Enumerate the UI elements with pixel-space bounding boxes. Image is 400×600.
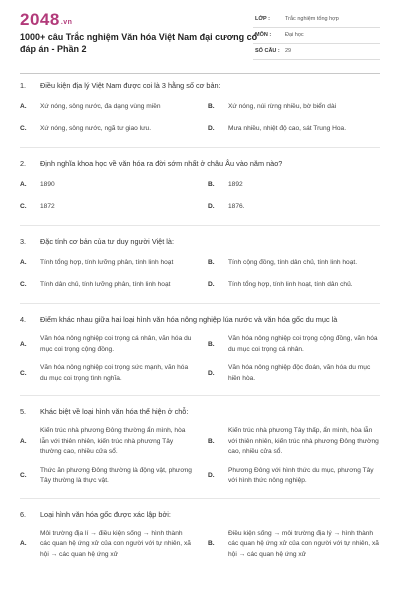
option-text: 1892 [228, 180, 243, 188]
question-item [20, 80, 380, 136]
option-text: Xứ nóng, núi rừng nhiều, bờ biển dài [228, 102, 337, 110]
question-number: 3. [20, 237, 27, 246]
question-number: 6. [20, 509, 27, 519]
option-letter: B. [208, 180, 215, 188]
option-text: Xứ nóng, sông nước, đa dạng vùng miền [40, 102, 161, 110]
meta-label: MÔN : [255, 32, 272, 38]
logo-suffix: .vn [60, 19, 73, 26]
answer-option[interactable] [20, 100, 192, 114]
question-number: 2. [20, 159, 27, 168]
option-text: Tính cộng đồng, tính dân chủ, tính linh hoạt. [228, 258, 358, 266]
meta-value: Trắc nghiệm tổng hợp [285, 16, 339, 22]
answer-option[interactable] [208, 256, 380, 270]
option-letter: A. [20, 258, 27, 266]
option-letter: B. [208, 340, 215, 348]
question-prompt: Điều kiện địa lý Việt Nam được coi là 3 hằng số cơ bản: [40, 81, 221, 90]
option-text: 1876. [228, 202, 245, 210]
answer-options [20, 334, 380, 384]
question-item [20, 509, 380, 561]
document-title: 1000+ câu Trắc nghiệm Văn hóa Việt Nam đại cương có đáp án - Phần 2 [20, 32, 258, 54]
answer-option[interactable] [208, 529, 380, 561]
question-text [20, 314, 380, 326]
answer-options [20, 178, 380, 214]
option-letter: A. [20, 540, 27, 547]
question-item [20, 406, 380, 487]
answer-options [20, 426, 380, 487]
option-letter: D. [208, 202, 215, 210]
option-letter: D. [208, 124, 215, 132]
question-item [20, 236, 380, 292]
meta-row-class [253, 12, 380, 28]
option-text: Phương Đông với hình thức du mục, phương Tây với hình thức nông nghiệp. [228, 466, 374, 484]
answer-option[interactable] [20, 426, 192, 458]
question-divider [20, 147, 380, 148]
question-item [20, 158, 380, 214]
option-letter: C. [20, 280, 27, 288]
option-letter: C. [20, 124, 27, 132]
option-letter: C. [20, 471, 27, 479]
answer-option[interactable] [20, 466, 192, 487]
answer-option[interactable] [20, 178, 192, 192]
question-divider [20, 303, 380, 304]
answer-option[interactable] [208, 200, 380, 214]
option-text: Xứ nóng, sông nước, ngã tư giao lưu. [40, 124, 152, 132]
option-text: Mưa nhiều, nhiệt độ cao, sát Trung Hoa. [228, 124, 347, 132]
site-logo[interactable] [20, 10, 72, 30]
meta-row-count [253, 44, 380, 60]
option-letter: A. [20, 102, 27, 110]
question-list [20, 80, 380, 560]
option-text: Văn hóa nông nghiệp coi trọng cá nhân, văn hóa du mục coi trọng cộng đồng. [40, 335, 192, 353]
question-divider [20, 395, 380, 396]
option-letter: B. [208, 540, 215, 547]
question-text [20, 80, 380, 92]
logo-text: 2048 [20, 10, 60, 29]
option-text: Kiến trúc nhà phương Tây thấp, ẩn mình, hòa lẫn với thiên nhiên, kiến trúc nhà phương Đông thường cao, nhiều cửa sổ. [228, 427, 379, 455]
answer-option[interactable] [20, 363, 192, 384]
answer-option[interactable] [20, 529, 192, 561]
meta-label: LỚP : [255, 16, 270, 22]
answer-option[interactable] [20, 278, 192, 292]
question-item [20, 314, 380, 384]
option-text: Văn hóa nông nghiệp coi trọng cộng đồng, văn hóa du mục coi trọng cá nhân. [228, 335, 378, 353]
option-text: Điều kiện sống → môi trường địa lý → hình thành các quan hệ ứng xử của con người với tự nhiên, xã hội → các quan hệ ứng xử [228, 529, 379, 558]
answer-option[interactable] [208, 122, 380, 136]
answer-option[interactable] [208, 363, 380, 384]
question-prompt: Khác biệt về loại hình văn hóa thể hiện ở chỗ: [40, 407, 189, 416]
question-divider [20, 498, 380, 499]
option-text: Kiến trúc nhà phương Đông thường ẩn mình, hòa lẫn với thiên nhiên, kiến trúc nhà phương Tây thường cao, nhiều cửa sổ. [40, 427, 186, 455]
option-text: Tính tổng hợp, tính lưỡng phân, tính linh hoạt [40, 258, 174, 266]
question-number: 5. [20, 407, 27, 416]
answer-option[interactable] [208, 334, 380, 355]
option-text: Văn hóa nông nghiệp độc đoán, văn hóa du mục hiền hòa. [228, 364, 371, 382]
option-text: 1872 [40, 202, 55, 210]
option-letter: D. [208, 471, 215, 479]
header-divider [20, 73, 380, 74]
option-text: 1890 [40, 180, 55, 188]
question-prompt: Đặc tính cơ bản của tư duy người Việt là: [40, 237, 174, 246]
option-letter: B. [208, 258, 215, 266]
question-number: 4. [20, 315, 27, 324]
answer-option[interactable] [208, 426, 380, 458]
question-number: 1. [20, 81, 27, 90]
answer-option[interactable] [208, 466, 380, 487]
answer-option[interactable] [208, 100, 380, 114]
option-letter: A. [20, 340, 27, 348]
question-text [20, 509, 380, 521]
meta-row-subject [253, 28, 380, 44]
question-text [20, 406, 380, 418]
option-letter: C. [20, 369, 27, 377]
option-letter: D. [208, 280, 215, 288]
meta-value: 29 [285, 48, 292, 54]
option-letter: B. [208, 102, 215, 110]
option-letter: D. [208, 369, 215, 377]
option-letter: B. [208, 437, 215, 445]
question-prompt: Loại hình văn hóa gốc được xác lập bởi: [40, 509, 171, 519]
answer-option[interactable] [208, 278, 380, 292]
option-text: Văn hóa nông nghiệp coi trọng sức mạnh, văn hóa du mục coi trọng tình nghĩa. [40, 364, 189, 382]
option-letter: A. [20, 180, 27, 188]
meta-value: Đại học [285, 32, 304, 38]
option-text: Tính dân chủ, tính lưỡng phân, tính linh hoạt [40, 280, 171, 288]
answer-option[interactable] [20, 256, 192, 270]
page-header [0, 0, 400, 66]
answer-options [20, 529, 380, 561]
question-text [20, 236, 380, 248]
answer-option[interactable] [20, 334, 192, 355]
answer-option[interactable] [20, 122, 192, 136]
answer-options [20, 256, 380, 292]
meta-label: SỐ CÂU : [255, 48, 280, 54]
answer-options [20, 100, 380, 136]
question-text [20, 158, 380, 170]
question-prompt: Định nghĩa khoa học về văn hóa ra đời sớm nhất ở châu Âu vào năm nào? [40, 159, 283, 168]
option-text: Thức ăn phương Đông thường là động vật, phương Tây thường là thực vật. [40, 466, 192, 484]
option-letter: C. [20, 202, 27, 210]
option-text: Tính tổng hợp, tính linh hoạt, tính dân chủ. [228, 280, 353, 288]
document-meta [253, 12, 380, 60]
question-divider [20, 225, 380, 226]
option-letter: A. [20, 437, 27, 445]
answer-option[interactable] [208, 178, 380, 192]
question-prompt: Điểm khác nhau giữa hai loại hình văn hóa nông nghiệp lúa nước và văn hóa gốc du mục là [40, 315, 338, 324]
answer-option[interactable] [20, 200, 192, 214]
option-text: Môi trường địa lí → điều kiện sống → hình thành các quan hệ ứng xử của con người với tự nhiên, xã hội → các quan hệ ứng xử [40, 529, 191, 558]
